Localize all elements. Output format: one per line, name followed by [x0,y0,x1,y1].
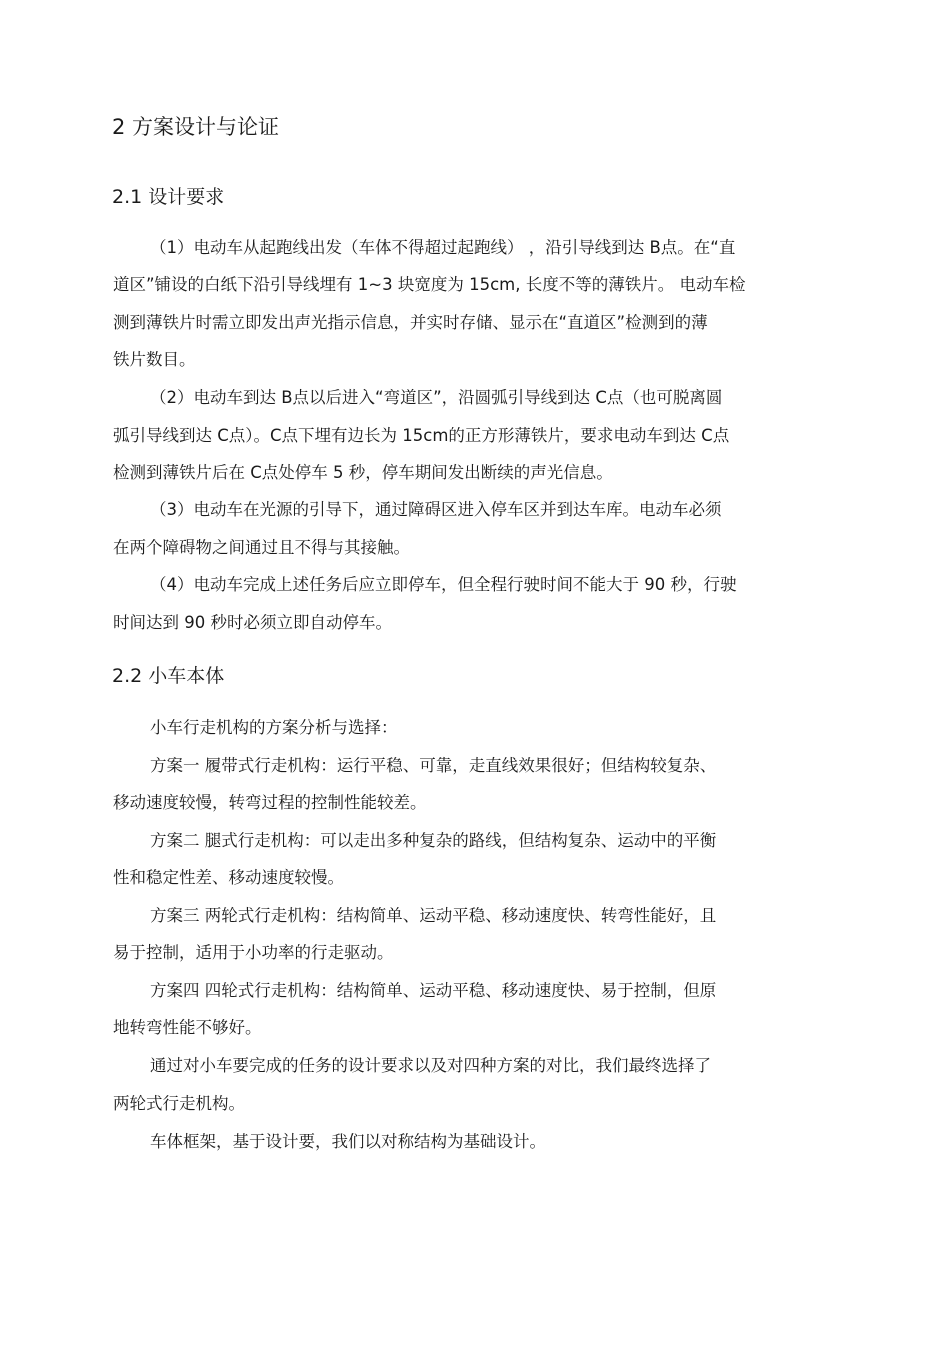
scheme-line: 易于控制，适用于小功率的行走驱动。 [113,943,394,962]
paragraph-line: 铁片数目。 [113,350,196,369]
paragraph-line: （1）电动车从起跑线出发（车体不得超过起跑线） ，沿引导线到达 B点。在“直 [150,238,736,257]
paragraph-line: （4）电动车完成上述任务后应立即停车，但全程行驶时间不能大于 90 秒，行驶 [150,575,737,594]
scheme-line: 方案二 腿式行走机构：可以走出多种复杂的路线，但结构复杂、运动中的平衡 [150,831,717,850]
scheme-line: 性和稳定性差、移动速度较慢。 [113,868,344,887]
paragraph-line: 测到薄铁片时需立即发出声光指示信息，并实时存储、显示在“直道区”检测到的薄 [113,313,708,332]
scheme-line: 方案四 四轮式行走机构：结构简单、运动平稳、移动速度快、易于控制，但原 [150,981,717,1000]
paragraph-line: 时间达到 90 秒时必须立即自动停车。 [113,613,392,632]
paragraph-line: 弧引导线到达 C点）。C点下埋有边长为 15cm的正方形薄铁片，要求电动车到达 C点 [113,426,730,445]
paragraph-line: 在两个障碍物之间通过且不得与其接触。 [113,538,410,557]
paragraph-line: 车体框架，基于设计要，我们以对称结构为基础设计。 [150,1132,546,1151]
paragraph-line: （3）电动车在光源的引导下，通过障碍区进入停车区并到达车库。电动车必须 [150,500,722,519]
scheme-line: 方案一 履带式行走机构：运行平稳、可靠，走直线效果很好；但结构较复杂、 [150,756,717,775]
scheme-line: 地转弯性能不够好。 [113,1018,262,1037]
scheme-line: 移动速度较慢，转弯过程的控制性能较差。 [113,793,427,812]
section-heading: 2 方案设计与论证 [112,115,280,139]
subsection-heading-design-requirements: 2.1 设计要求 [112,186,225,208]
subsection-heading-car-body: 2.2 小车本体 [112,665,225,687]
paragraph-line: 通过对小车要完成的任务的设计要求以及对四种方案的对比，我们最终选择了 [150,1056,711,1075]
paragraph-line: 两轮式行走机构。 [113,1094,245,1113]
paragraph-line: 检测到薄铁片后在 C点处停车 5 秒，停车期间发出断续的声光信息。 [113,463,613,482]
paragraph-line: （2）电动车到达 B点以后进入“弯道区”，沿圆弧引导线到达 C点（也可脱离圆 [150,388,723,407]
scheme-line: 方案三 两轮式行走机构：结构简单、运动平稳、移动速度快、转弯性能好，且 [150,906,717,925]
paragraph-line: 道区”铺设的白纸下沿引导线埋有 1~3 块宽度为 15cm, 长度不等的薄铁片。 电动车检 [113,275,746,294]
paragraph-line: 小车行走机构的方案分析与选择： [150,718,398,737]
